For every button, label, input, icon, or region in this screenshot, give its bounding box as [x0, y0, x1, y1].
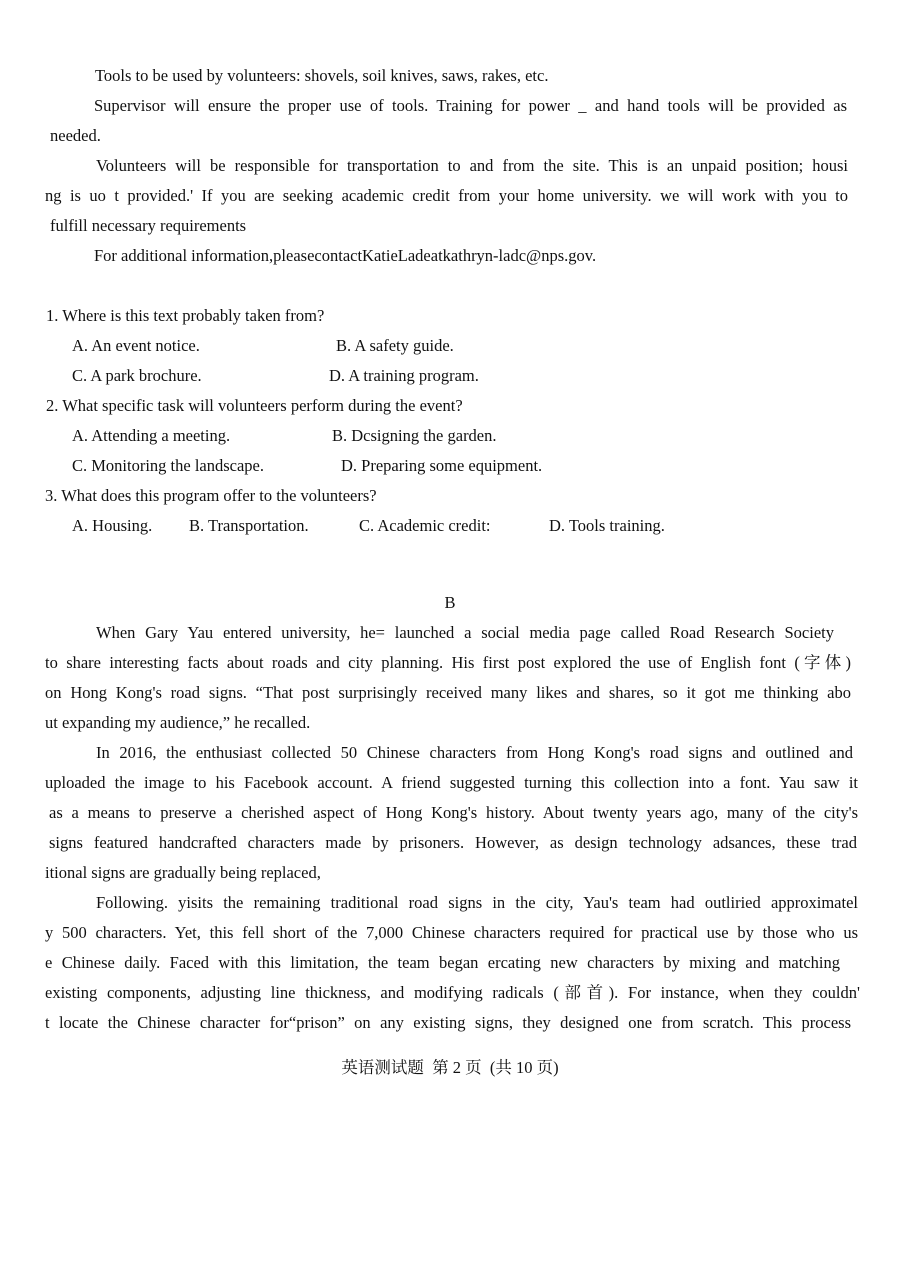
paragraph-line: as a means to preserve a cherished aspect of Hong Kong's history. About twenty years ago, many of the city's — [49, 803, 858, 822]
contact-line: For additional information,pleasecontactKatieLadeatkathryn-ladc@nps.gov. — [94, 246, 597, 265]
page-footer: 英语测试题 第 2 页 (共 10 页) — [341, 1058, 559, 1077]
question-option: A. Housing. — [72, 516, 153, 535]
question-option: A. An event notice. — [72, 336, 200, 355]
paragraph-line: Supervisor will ensure the proper use of tools. Training for power _ and hand tools will be provided as — [94, 96, 847, 115]
paragraph-line: existing components, adjusting line thickness, and modifying radicals (部首). For instance, when they couldn' — [45, 983, 860, 1002]
paragraph-line: to share interesting facts about roads and city planning. His first post explored the use of English font (字体) — [45, 653, 851, 672]
paragraph-line: ut expanding my audience,” he recalled. — [45, 713, 311, 732]
question-option: C. Monitoring the landscape. — [72, 456, 265, 475]
paragraph-line: signs featured handcrafted characters made by prisoners. However, as design technology adsances, these trad — [49, 833, 857, 852]
paragraph-line: e Chinese daily. Faced with this limitation, the team began ercating new characters by mixing and matching — [45, 953, 840, 972]
question-stem: 1. Where is this text probably taken from? — [46, 306, 325, 325]
question-option: A. Attending a meeting. — [72, 426, 231, 445]
paragraph-line: ng is uo t provided.' If you are seeking academic credit from your home university. we will work with you to — [45, 186, 848, 205]
paragraph-line: itional signs are gradually being replaced, — [45, 863, 321, 882]
paragraph-line: When Gary Yau entered university, he= launched a social media page called Road Research Society — [96, 623, 834, 642]
question-option: C. A park brochure. — [72, 366, 202, 385]
question-option: D. Preparing some equipment. — [341, 456, 543, 475]
question-option: B. Dcsigning the garden. — [332, 426, 497, 445]
paragraph-line: Tools to be used by volunteers: shovels, soil knives, saws, rakes, etc. — [95, 66, 549, 85]
question-stem: 3. What does this program offer to the volunteers? — [45, 486, 377, 505]
question-option: D. A training program. — [329, 366, 479, 385]
paragraph-line: uploaded the image to his Facebook account. A friend suggested turning this collection into a font. Yau saw it — [45, 773, 858, 792]
question-option: D. Tools training. — [549, 516, 665, 535]
paragraph-line: needed. — [50, 126, 101, 145]
paragraph-line: Volunteers will be responsible for transportation to and from the site. This is an unpaid position; housi — [96, 156, 848, 175]
paragraph-line: fulfill necessary requirements — [50, 216, 247, 235]
question-option: B. Transportation. — [189, 516, 309, 535]
paragraph-line: In 2016, the enthusiast collected 50 Chinese characters from Hong Kong's road signs and outlined and — [96, 743, 853, 762]
paragraph-line: y 500 characters. Yet, this fell short of the 7,000 Chinese characters required for practical use by those who us — [45, 923, 858, 942]
question-option: B. A safety guide. — [336, 336, 454, 355]
paragraph-line: Following. yisits the remaining traditional road signs in the city, Yau's team had outliried approximatel — [96, 893, 858, 912]
section-heading: B — [444, 593, 456, 612]
question-stem: 2. What specific task will volunteers perform during the event? — [46, 396, 463, 415]
question-option: C. Academic credit: — [359, 516, 491, 535]
paragraph-line: t locate the Chinese character for“prison” on any existing signs, they designed one from scratch. This process — [45, 1013, 851, 1032]
paragraph-line: on Hong Kong's road signs. “That post surprisingly received many likes and shares, so it got me thinking abo — [45, 683, 851, 702]
